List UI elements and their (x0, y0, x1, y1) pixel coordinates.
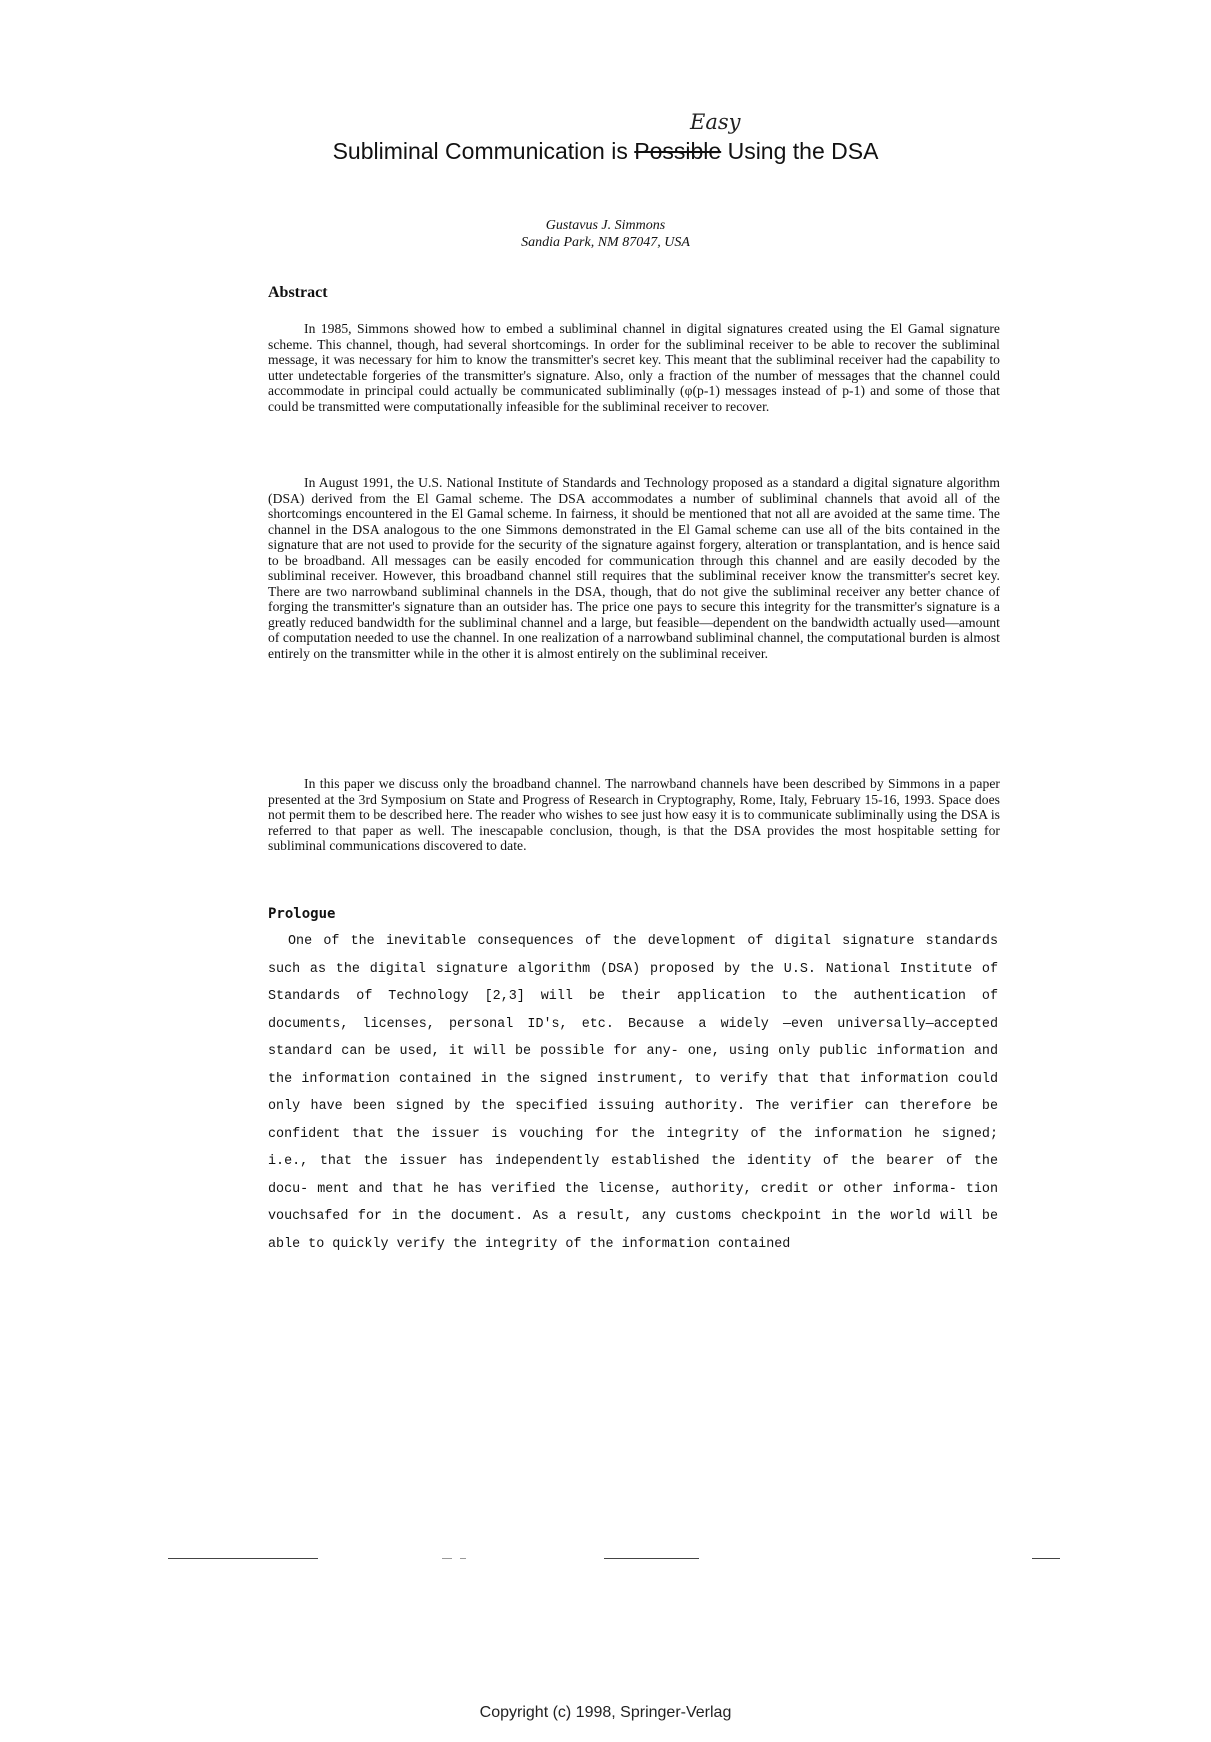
author-name: Gustavus J. Simmons (545, 218, 666, 233)
abstract-paragraph: In 1985, Simmons showed how to embed a subliminal channel in digital signatures created using the El Gamal signature scheme. This channel, though, had several shortcomings. In order for the subliminal receiver to be able to recover the subliminal message, it was necessary for him to know the transmitter's secret key. This meant that the subliminal receiver had the capability to utter undetectable forgeries of the transmitter's signature. Also, only a fraction of the number of messages that the channel could accommodate in principal could actually be communicated subliminally (φ(p-1) messages instead of p-1) and some of those that could be transmitted were computationally infeasible for the subliminal receiver to recover. (268, 321, 1000, 414)
scan-mark (1032, 1558, 1060, 1559)
title-after: Using the DSA (721, 138, 879, 164)
prologue-paragraph: One of the inevitable consequences of the development of digital signature standards such as the digital signature algorithm (DSA) proposed by the U.S. National Institute of Standards of Technology [2,3] will be their application to the authentication of documents, licenses, personal ID's, etc. Because a widely —even universally—accepted standard can be used, it will be possible for any- one, using only public information and the information contained in the signed instrument, to verify that that information could only have been signed by the specified issuing authority. The verifier can therefore be confident that the issuer is vouching for the integrity of the information he signed; i.e., that the issuer has independently established the identity of the bearer of the docu- ment and that he has verified the license, authority, credit or other informa- tion vouchsafed for in the document. As a result, any customs checkpoint in the world will be able to quickly verify the integrity of the information contained (268, 934, 998, 1252)
page-title (0, 138, 1211, 165)
title-block (0, 108, 1211, 178)
author-affiliation: Sandia Park, NM 87047, USA (521, 235, 690, 250)
handwritten-correction: Easy (690, 110, 741, 134)
author-block (0, 217, 1211, 251)
abstract-paragraph: In this paper we discuss only the broadband channel. The narrowband channels have been described by Simmons in a paper presented at the 3rd Symposium on State and Progress of Research in Cryptography, Rome, Italy, February 15-16, 1993. Space does not permit them to be described here. The reader who wishes to see just how easy it is to communicate subliminally using the DSA is referred to that paper as well. The inescapable conclusion, though, is that the DSA provides the most hospitable setting for subliminal communications discovered to date. (268, 776, 1000, 853)
title-struck-word: Possible (634, 138, 722, 164)
footnote-rule (168, 1558, 318, 1559)
prologue-heading: Prologue (268, 906, 336, 922)
copyright-notice: Copyright (c) 1998, Springer-Verlag (479, 1704, 732, 1721)
title-before: Subliminal Communication is (332, 138, 635, 164)
scan-mark (442, 1558, 452, 1559)
abstract-paragraph: In August 1991, the U.S. National Institute of Standards and Technology proposed as a standard a digital signature algorithm (DSA) derived from the El Gamal scheme. The DSA accommodates a number of subliminal channels that avoid all of the shortcomings encountered in the El Gamal scheme. In fairness, it should be mentioned that not all are avoided at the same time. The channel in the DSA analogous to the one Simmons demonstrated in the El Gamal scheme can use all of the bits contained in the signature that are not used to provide for the security of the signature against forgery, alteration or transplantation, and is hence said to be broadband. All messages can be easily encoded for communication through this channel and are easily decoded by the subliminal receiver. However, this broadband channel still requires that the subliminal receiver know the transmitter's secret key. There are two narrowband subliminal channels in the DSA, though, that do not give the subliminal receiver any better chance of forging the transmitter's signature than an outsider has. The price one pays to secure this integrity for the transmitter's signature is a greatly reduced bandwidth for the subliminal channel and a large, but feasible—dependent on the bandwidth actually used—amount of computation needed to use the channel. In one realization of a narrowband subliminal channel, the computational burden is almost entirely on the transmitter while in the other it is almost entirely on the subliminal receiver. (268, 475, 1000, 661)
scan-mark (604, 1558, 699, 1559)
abstract-heading: Abstract (268, 284, 328, 301)
scan-mark (460, 1558, 466, 1559)
